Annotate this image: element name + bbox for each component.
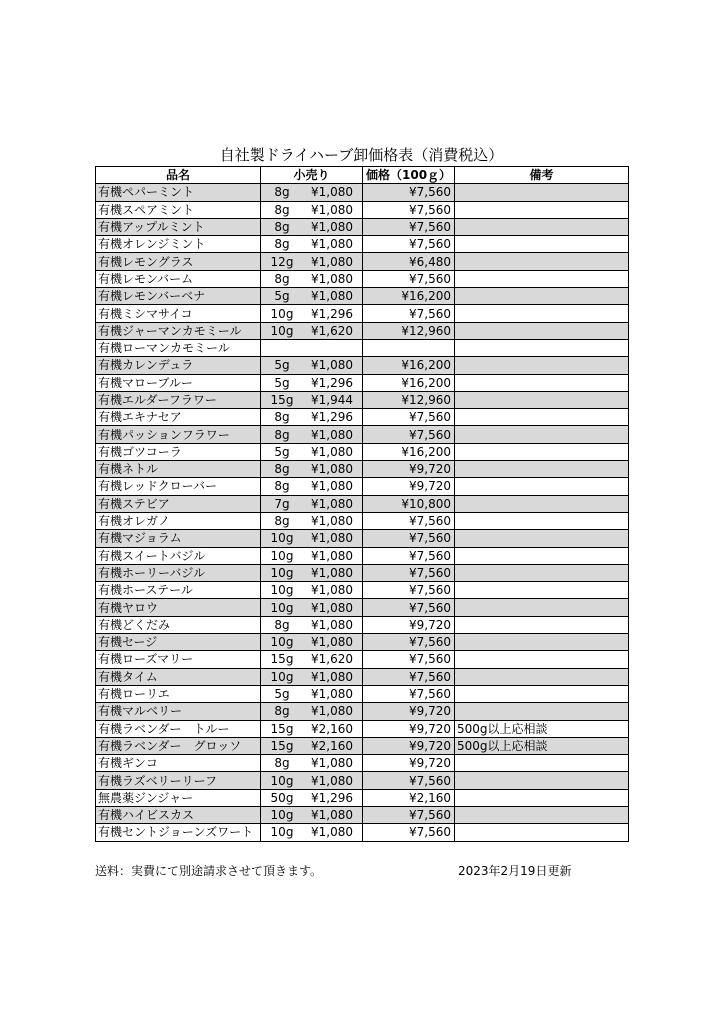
product-name: 有機オレンジミント (96, 236, 261, 253)
table-row (96, 720, 629, 737)
remarks (455, 789, 629, 806)
remarks (455, 443, 629, 460)
remarks (455, 478, 629, 495)
product-name: 有機ラベンダー グロッソ (96, 737, 261, 754)
retail-weight: 8g (274, 410, 290, 425)
retail-weight: 5g (274, 687, 290, 702)
product-name: 有機エキナセア (96, 409, 261, 426)
price-per-100g: ¥7,560 (363, 409, 455, 426)
price-table (95, 166, 629, 842)
price-per-100g: ¥12,960 (363, 322, 455, 339)
remarks (455, 616, 629, 633)
product-name: 有機ネトル (96, 461, 261, 478)
retail-price: ¥2,160 (311, 721, 353, 736)
retail-weight: 5g (274, 358, 290, 373)
retail-price: ¥1,620 (311, 652, 353, 667)
remarks (455, 236, 629, 253)
price-per-100g: ¥6,480 (363, 253, 455, 270)
header-price: 価格（100ｇ） (363, 167, 455, 184)
header-note: 備考 (455, 167, 629, 184)
retail-price: ¥1,080 (311, 496, 353, 511)
table-row (96, 685, 629, 702)
price-per-100g: ¥9,720 (363, 461, 455, 478)
price-per-100g: ¥12,960 (363, 391, 455, 408)
retail-cell (261, 824, 363, 841)
retail-cell (261, 530, 363, 547)
retail-cell (261, 789, 363, 806)
table-row (96, 634, 629, 651)
remarks (455, 409, 629, 426)
table-row (96, 737, 629, 754)
price-per-100g: ¥7,560 (363, 772, 455, 789)
retail-price: ¥1,080 (311, 358, 353, 373)
remarks (455, 391, 629, 408)
product-name: 有機ゴツコーラ (96, 443, 261, 460)
retail-price: ¥1,080 (311, 548, 353, 563)
table-row (96, 357, 629, 374)
price-per-100g: ¥7,560 (363, 634, 455, 651)
price-per-100g: ¥9,720 (363, 755, 455, 772)
product-name: 有機パッションフラワー (96, 426, 261, 443)
remarks (455, 582, 629, 599)
price-per-100g: ¥7,560 (363, 184, 455, 201)
table-row (96, 495, 629, 512)
table-row (96, 789, 629, 806)
price-per-100g: ¥7,560 (363, 236, 455, 253)
table-row (96, 703, 629, 720)
remarks (455, 599, 629, 616)
product-name: 有機マローブルー (96, 374, 261, 391)
product-name: 有機レッドクローバー (96, 478, 261, 495)
retail-weight: 15g (270, 738, 294, 753)
table-row (96, 409, 629, 426)
remarks (455, 703, 629, 720)
product-name: 有機ローリエ (96, 685, 261, 702)
table-row (96, 443, 629, 460)
retail-cell (261, 253, 363, 270)
remarks (455, 253, 629, 270)
retail-price: ¥2,160 (311, 738, 353, 753)
remarks (455, 322, 629, 339)
retail-price: ¥1,080 (311, 202, 353, 217)
price-per-100g: ¥7,560 (363, 685, 455, 702)
price-per-100g: ¥7,560 (363, 218, 455, 235)
remarks (455, 685, 629, 702)
remarks (455, 772, 629, 789)
retail-weight: 10g (270, 323, 294, 338)
retail-cell (261, 201, 363, 218)
table-row (96, 461, 629, 478)
retail-cell (261, 582, 363, 599)
table-row (96, 374, 629, 391)
remarks (455, 824, 629, 841)
retail-price: ¥1,080 (311, 565, 353, 580)
remarks (455, 651, 629, 668)
retail-weight: 8g (274, 462, 290, 477)
retail-price: ¥1,080 (311, 773, 353, 788)
retail-cell (261, 599, 363, 616)
remarks (455, 270, 629, 287)
retail-cell (261, 461, 363, 478)
retail-price: ¥1,080 (311, 635, 353, 650)
shipping-note: 送料：実費にて別途請求させて頂きます。 (95, 864, 323, 878)
retail-price: ¥1,296 (311, 375, 353, 390)
product-name: 有機ヤロウ (96, 599, 261, 616)
remarks (455, 305, 629, 322)
remarks (455, 357, 629, 374)
retail-weight: 8g (274, 220, 290, 235)
table-row (96, 339, 629, 356)
product-name: 有機ジャーマンカモミール (96, 322, 261, 339)
table-row (96, 668, 629, 685)
product-name: 有機ギンコ (96, 755, 261, 772)
price-per-100g: ¥7,560 (363, 270, 455, 287)
product-name: 有機ラズベリーリーフ (96, 772, 261, 789)
product-name: 有機ハイビスカス (96, 806, 261, 823)
retail-weight: 8g (274, 617, 290, 632)
product-name: 有機どくだみ (96, 616, 261, 633)
product-name: 有機オレガノ (96, 512, 261, 529)
retail-weight: 15g (270, 393, 294, 407)
retail-weight: 10g (270, 600, 294, 615)
price-per-100g: ¥16,200 (363, 288, 455, 305)
remarks (455, 374, 629, 391)
table-row (96, 201, 629, 218)
remarks (455, 530, 629, 547)
retail-cell (261, 288, 363, 305)
table-row (96, 305, 629, 322)
product-name: 有機ローマンカモミール (96, 339, 261, 356)
retail-price: ¥1,080 (311, 669, 353, 684)
table-row (96, 651, 629, 668)
retail-cell (261, 236, 363, 253)
remarks (455, 564, 629, 581)
price-per-100g: ¥9,720 (363, 720, 455, 737)
remarks (455, 512, 629, 529)
retail-weight: 10g (270, 583, 294, 598)
price-per-100g: ¥9,720 (363, 737, 455, 754)
remarks (455, 201, 629, 218)
page-title: 自社製ドライハーブ卸価格表（消費税込） (219, 146, 504, 164)
retail-weight: 8g (274, 427, 290, 442)
remarks (455, 339, 629, 356)
updated-date: 2023年2月19日更新 (458, 864, 572, 878)
table-row (96, 547, 629, 564)
table-row (96, 236, 629, 253)
retail-cell (261, 547, 363, 564)
header-name: 品名 (96, 167, 261, 184)
retail-weight: 10g (270, 635, 294, 650)
price-per-100g: ¥2,160 (363, 789, 455, 806)
retail-weight: 5g (274, 289, 290, 304)
product-name: 有機カレンデュラ (96, 357, 261, 374)
retail-weight: 15g (270, 652, 294, 667)
retail-weight: 10g (270, 306, 294, 321)
retail-cell (261, 409, 363, 426)
retail-price: ¥1,080 (311, 237, 353, 252)
product-name: 有機マジョラム (96, 530, 261, 547)
product-name: 有機レモングラス (96, 253, 261, 270)
price-per-100g: ¥7,560 (363, 599, 455, 616)
price-per-100g: ¥7,560 (363, 806, 455, 823)
remarks: 500g以上応相談 (455, 737, 629, 754)
product-name: 有機ミシマサイコ (96, 305, 261, 322)
retail-weight: 5g (274, 375, 290, 390)
retail-cell (261, 755, 363, 772)
table-row (96, 322, 629, 339)
price-per-100g: ¥10,800 (363, 495, 455, 512)
retail-price: ¥1,080 (311, 808, 353, 823)
retail-cell (261, 391, 363, 408)
retail-price: ¥1,080 (311, 704, 353, 719)
table-row (96, 616, 629, 633)
remarks (455, 184, 629, 201)
remarks (455, 495, 629, 512)
header-retail: 小売り (261, 167, 363, 184)
price-per-100g: ¥16,200 (363, 443, 455, 460)
retail-weight: 10g (270, 565, 294, 580)
product-name: 有機ラベンダー トルー (96, 720, 261, 737)
price-per-100g: ¥9,720 (363, 478, 455, 495)
product-name: 有機ホーステール (96, 582, 261, 599)
retail-cell (261, 685, 363, 702)
retail-weight: 12g (270, 254, 294, 269)
retail-cell (261, 634, 363, 651)
retail-cell (261, 564, 363, 581)
retail-weight: 8g (274, 756, 290, 771)
retail-cell (261, 305, 363, 322)
retail-price: ¥1,944 (311, 393, 353, 407)
table-row (96, 218, 629, 235)
retail-cell (261, 651, 363, 668)
retail-cell (261, 772, 363, 789)
retail-price: ¥1,080 (311, 514, 353, 529)
product-name: 有機ペパーミント (96, 184, 261, 201)
table-row (96, 755, 629, 772)
price-per-100g: ¥9,720 (363, 703, 455, 720)
remarks (455, 218, 629, 235)
retail-price: ¥1,620 (311, 323, 353, 338)
remarks (455, 288, 629, 305)
remarks (455, 461, 629, 478)
retail-weight: 15g (270, 721, 294, 736)
retail-price: ¥1,080 (311, 427, 353, 442)
retail-cell (261, 218, 363, 235)
retail-cell (261, 668, 363, 685)
table-row (96, 772, 629, 789)
product-name: 有機マルベリー (96, 703, 261, 720)
retail-cell (261, 720, 363, 737)
product-name: 有機スペアミント (96, 201, 261, 218)
retail-weight: 10g (270, 825, 294, 840)
retail-weight: 10g (270, 669, 294, 684)
product-name: 有機レモンバーベナ (96, 288, 261, 305)
retail-cell (261, 443, 363, 460)
table-row (96, 270, 629, 287)
product-name: 有機セントジョーンズワート (96, 824, 261, 841)
product-name: 有機セージ (96, 634, 261, 651)
retail-price: ¥1,080 (311, 271, 353, 286)
retail-price: ¥1,080 (311, 531, 353, 546)
price-per-100g: ¥16,200 (363, 374, 455, 391)
table-row (96, 806, 629, 823)
retail-cell (261, 478, 363, 495)
price-per-100g: ¥7,560 (363, 305, 455, 322)
retail-weight: 8g (274, 514, 290, 529)
table-row (96, 478, 629, 495)
retail-weight: 50g (270, 790, 294, 805)
retail-weight: 8g (274, 479, 290, 494)
retail-price: ¥1,080 (311, 479, 353, 494)
retail-price: ¥1,080 (311, 600, 353, 615)
retail-price: ¥1,080 (311, 617, 353, 632)
retail-cell (261, 806, 363, 823)
product-name: 有機ステビア (96, 495, 261, 512)
retail-cell (261, 737, 363, 754)
price-per-100g: ¥7,560 (363, 824, 455, 841)
remarks: 500g以上応相談 (455, 720, 629, 737)
table-row (96, 564, 629, 581)
price-per-100g: ¥7,560 (363, 668, 455, 685)
table-row (96, 530, 629, 547)
table-row (96, 599, 629, 616)
price-per-100g: ¥16,200 (363, 357, 455, 374)
retail-price: ¥1,080 (311, 825, 353, 840)
retail-cell (261, 495, 363, 512)
product-name: 有機エルダーフラワー (96, 391, 261, 408)
retail-price: ¥1,296 (311, 790, 353, 805)
price-per-100g: ¥7,560 (363, 582, 455, 599)
retail-price: ¥1,080 (311, 583, 353, 598)
price-per-100g: ¥7,560 (363, 547, 455, 564)
retail-cell (261, 512, 363, 529)
retail-cell (261, 339, 363, 356)
product-name: 有機タイム (96, 668, 261, 685)
table-row (96, 184, 629, 201)
retail-weight: 8g (274, 202, 290, 217)
retail-weight: 10g (270, 548, 294, 563)
retail-price: ¥1,080 (311, 444, 353, 459)
retail-price: ¥1,080 (311, 254, 353, 269)
product-name: 有機スイートバジル (96, 547, 261, 564)
retail-cell (261, 270, 363, 287)
retail-price: ¥1,080 (311, 220, 353, 235)
remarks (455, 547, 629, 564)
retail-weight: 10g (270, 773, 294, 788)
remarks (455, 634, 629, 651)
retail-cell (261, 374, 363, 391)
retail-price: ¥1,080 (311, 756, 353, 771)
retail-cell (261, 426, 363, 443)
retail-price: ¥1,296 (311, 306, 353, 321)
retail-weight: 10g (270, 531, 294, 546)
retail-cell (261, 357, 363, 374)
product-name: 有機ローズマリー (96, 651, 261, 668)
table-row (96, 512, 629, 529)
table-header-row (96, 167, 629, 184)
retail-weight: 8g (274, 271, 290, 286)
price-per-100g: ¥7,560 (363, 564, 455, 581)
retail-cell (261, 616, 363, 633)
retail-price: ¥1,080 (311, 687, 353, 702)
remarks (455, 806, 629, 823)
retail-weight: 8g (274, 185, 290, 200)
price-per-100g: ¥9,720 (363, 616, 455, 633)
retail-cell (261, 184, 363, 201)
retail-weight: 8g (274, 237, 290, 252)
product-name: 有機アップルミント (96, 218, 261, 235)
retail-price: ¥1,080 (311, 462, 353, 477)
remarks (455, 668, 629, 685)
remarks (455, 755, 629, 772)
table-row (96, 288, 629, 305)
price-per-100g: ¥7,560 (363, 651, 455, 668)
product-name: 無農薬ジンジャー (96, 789, 261, 806)
retail-cell (261, 703, 363, 720)
price-per-100g: ¥7,560 (363, 512, 455, 529)
retail-weight: 10g (270, 808, 294, 823)
retail-price: ¥1,080 (311, 185, 353, 200)
retail-price: ¥1,296 (311, 410, 353, 425)
price-per-100g: ¥7,560 (363, 530, 455, 547)
product-name: 有機レモンバーム (96, 270, 261, 287)
remarks (455, 426, 629, 443)
table-row (96, 426, 629, 443)
retail-cell (261, 322, 363, 339)
retail-weight: 5g (274, 444, 290, 459)
product-name: 有機ホーリーバジル (96, 564, 261, 581)
table-row (96, 582, 629, 599)
price-per-100g (363, 339, 455, 356)
table-row (96, 253, 629, 270)
table-row (96, 391, 629, 408)
price-per-100g: ¥7,560 (363, 201, 455, 218)
retail-weight: 7g (274, 496, 290, 511)
retail-weight: 8g (274, 704, 290, 719)
price-per-100g: ¥7,560 (363, 426, 455, 443)
retail-price: ¥1,080 (311, 289, 353, 304)
table-row (96, 824, 629, 841)
